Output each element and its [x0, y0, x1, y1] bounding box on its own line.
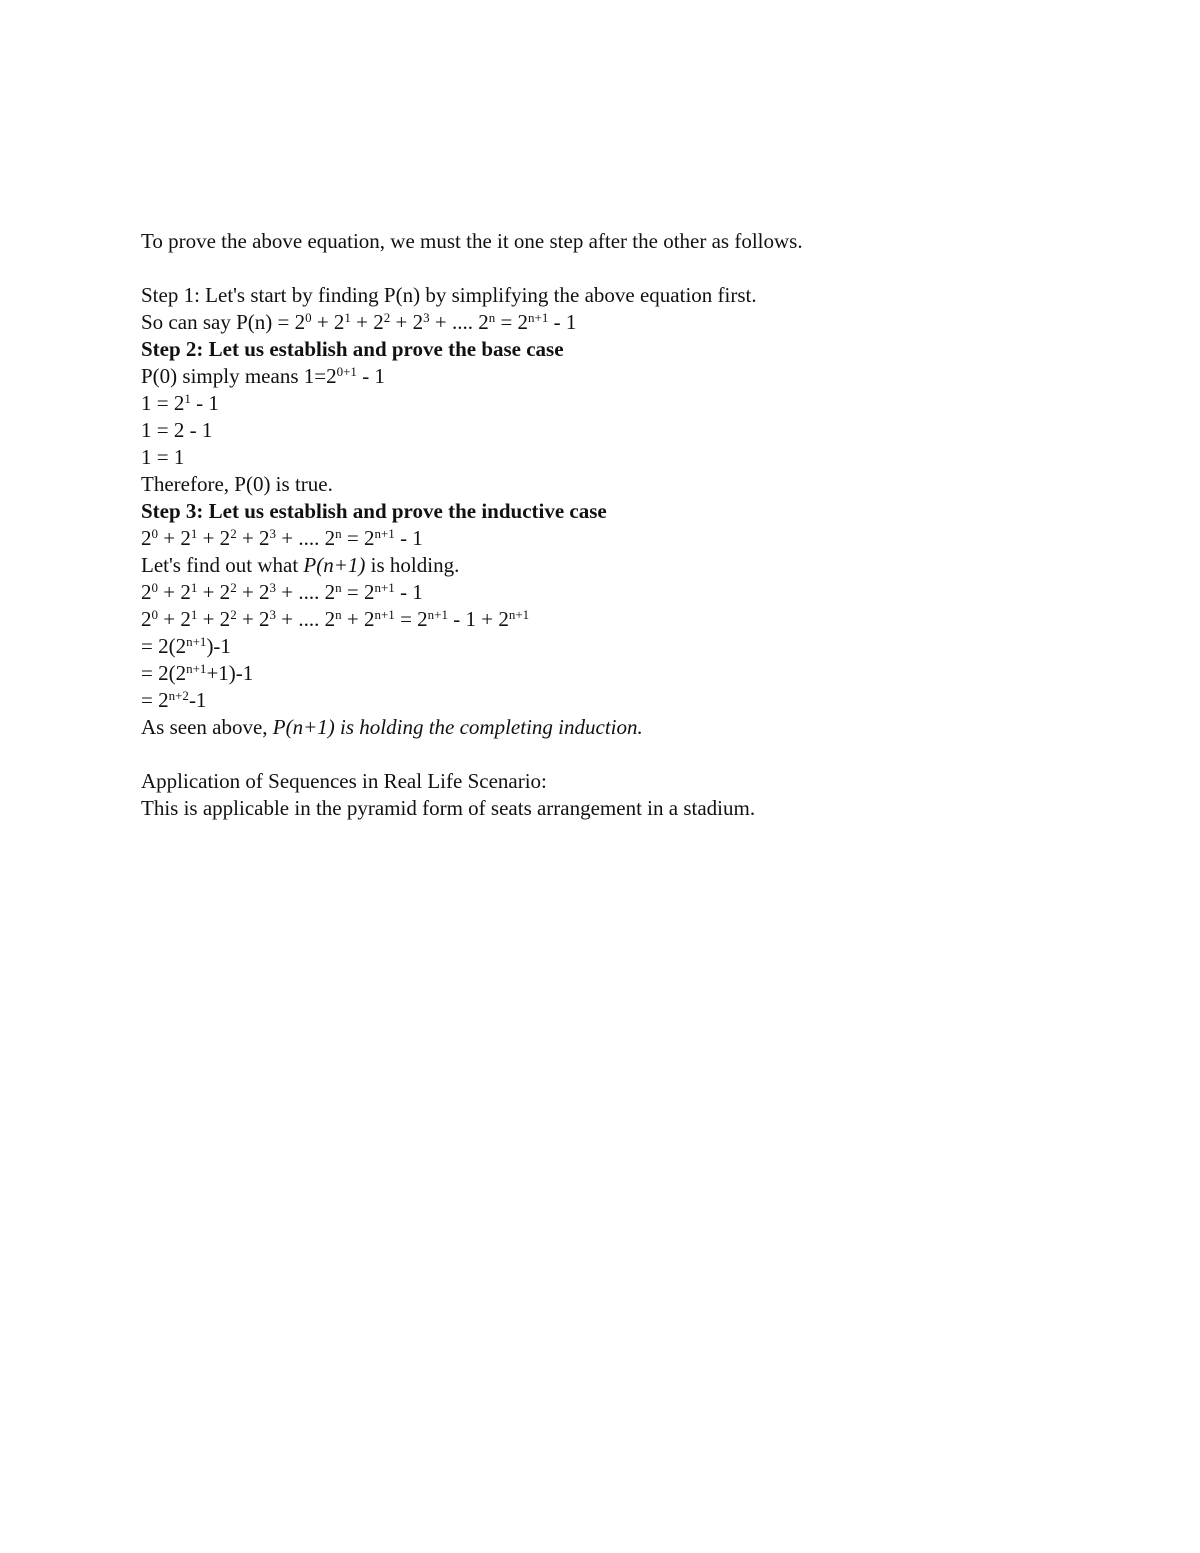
find-out-line: Let's find out what P(n+1) is holding.: [141, 553, 460, 577]
base-conclusion: Therefore, P(0) is true.: [141, 472, 333, 496]
base-line-1: P(0) simply means $1=2^{0+1} - 1$: [141, 364, 385, 388]
application-heading: Application of Sequences in Real Life Scenario:: [141, 769, 547, 793]
spacer: [141, 741, 1101, 768]
base-line-3: 1 = 2 - 1: [141, 418, 213, 442]
application-text: This is applicable in the pyramid form of seats arrangement in a stadium.: [141, 796, 756, 820]
base-line-2: $1 = 2^1 - 1$: [141, 391, 219, 415]
pn-equation: So can say $P(n) = 2^0 + 2^1 + 2^2 + 2^3$ + .... $2^n = 2^{n+1} - 1$: [141, 310, 577, 334]
step1-text: Step 1: Let's start by finding P(n) by simplifying the above equation first.: [141, 283, 757, 307]
inductive-sum-3: $2^0 + 2^1 + 2^2 + 2^3$ + .... $2^n + 2^{n+1} = 2^{n+1} - 1 + 2^{n+1}$: [141, 607, 530, 631]
step3-heading: Step 3: Let us establish and prove the inductive case: [141, 499, 607, 523]
document-page: [141, 228, 1101, 822]
equation-step-3: = $2^{n+2}-1$: [141, 688, 207, 712]
inductive-sum-2: $2^0 + 2^1 + 2^2 + 2^3$ + .... $2^n = 2^{n+1} - 1$: [141, 580, 423, 604]
inductive-conclusion: As seen above, P(n+1) is holding the completing induction.: [141, 715, 643, 739]
inductive-sum-1: $2^0 + 2^1 + 2^2 + 2^3$ + .... $2^n = 2^{n+1} - 1$: [141, 526, 423, 550]
base-line-4: 1 = 1: [141, 445, 185, 469]
step2-heading: Step 2: Let us establish and prove the base case: [141, 337, 564, 361]
spacer: [141, 255, 1101, 282]
equation-step-2: = $2(2^{n+1}+1)-1$: [141, 661, 254, 685]
intro-paragraph: To prove the above equation, we must the it one step after the other as follows.: [141, 229, 803, 253]
equation-step-1: = $2(2^{n+1})-1$: [141, 634, 231, 658]
